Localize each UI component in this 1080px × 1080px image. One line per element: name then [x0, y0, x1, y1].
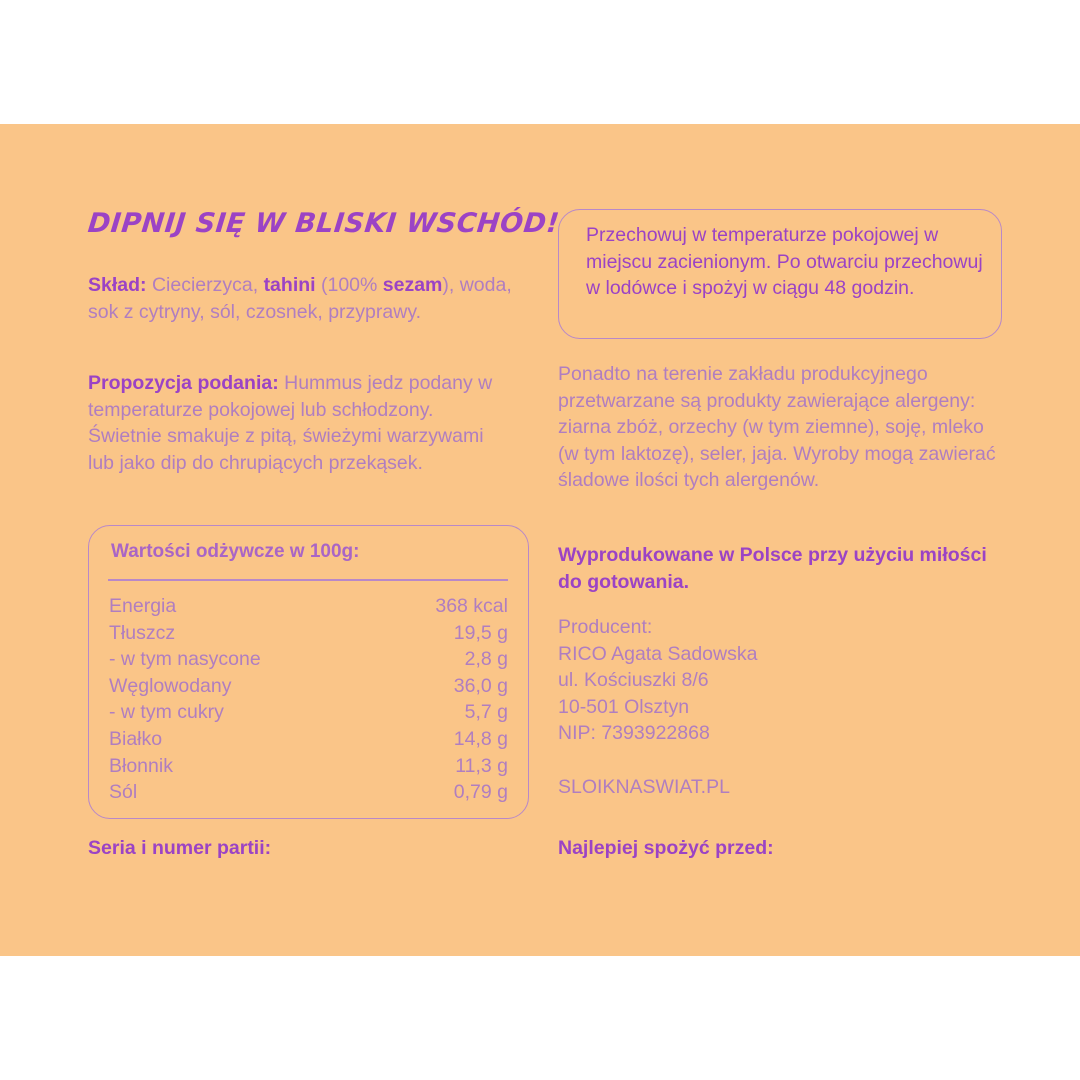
- serving-label: Propozycja podania:: [88, 372, 279, 394]
- nutrient-name: Białko: [109, 727, 163, 750]
- nutrient-value: 19,5 g: [453, 621, 508, 644]
- nutrient-name: - w tym nasycone: [109, 648, 261, 671]
- nutrition-row: [109, 779, 508, 806]
- ingredients-label: Skład:: [88, 274, 147, 296]
- producer-label: Producent:: [558, 616, 653, 638]
- nutrition-row: [109, 673, 508, 700]
- ingredients-part-3: ), woda, sok z cytryny, sól, czosnek, przyprawy.: [88, 274, 512, 323]
- nutrient-value: 14,8 g: [453, 727, 508, 750]
- nutrition-title: Wartości odżywcze w 100g:: [111, 541, 360, 562]
- nutrition-row: [109, 753, 508, 780]
- nutrient-name: Błonnik: [109, 754, 173, 777]
- nutrition-row: [109, 620, 508, 647]
- ingredient-sesame: sezam: [382, 274, 443, 296]
- nutrient-name: - w tym cukry: [109, 701, 224, 724]
- producer-street: ul. Kościuszki 8/6: [558, 669, 709, 691]
- serving-suggestion: [88, 370, 498, 476]
- nutrient-value: 5,7 g: [464, 701, 508, 724]
- batch-number-label: Seria i numer partii:: [88, 837, 272, 859]
- nutrition-row: [109, 699, 508, 726]
- nutrition-table: [109, 593, 508, 806]
- nutrition-row: [109, 646, 508, 673]
- nutrient-value: 36,0 g: [453, 674, 508, 697]
- nutrient-value: 368 kcal: [435, 595, 508, 617]
- allergen-notice: Ponadto na terenie zakładu produkcyjnego przetwarzane są produkty zawierające alergeny: ziarna zbóż, orzechy (w tym ziemne), soję, mleko (w tym laktozę), seler, jaja. Wyroby mogą zawierać śladowe ilości tych alergenów.: [558, 363, 996, 491]
- best-before-label: Najlepiej spożyć przed:: [558, 837, 774, 859]
- storage-box: [558, 209, 1002, 339]
- label-headline: DIPNIJ SIĘ W BLISKI WSCHÓD!: [86, 208, 561, 239]
- website: SLOIKNASWIAT.PL: [558, 776, 730, 798]
- nutrient-name: Węglowodany: [109, 674, 232, 697]
- ingredients-text: [88, 272, 518, 325]
- nutrition-divider: [108, 579, 508, 581]
- nutrition-row: [109, 726, 508, 753]
- nutrient-name: Tłuszcz: [109, 621, 176, 644]
- ingredient-tahini: tahini: [263, 274, 316, 296]
- nutrient-value: 11,3 g: [455, 754, 508, 777]
- producer-nip: NIP: 7393922868: [558, 722, 710, 744]
- nutrient-value: 0,79 g: [453, 781, 508, 804]
- nutrient-value: 2,8 g: [464, 648, 508, 671]
- made-in-poland: Wyprodukowane w Polsce przy użyciu miłości do gotowania.: [558, 544, 987, 593]
- producer-city: 10-501 Olsztyn: [558, 696, 690, 718]
- nutrition-box: [88, 525, 529, 819]
- ingredients-part-2: (100%: [315, 274, 383, 296]
- producer-name: RICO Agata Sadowska: [558, 643, 758, 665]
- ingredients-part-1: Ciecierzyca,: [146, 274, 264, 296]
- nutrient-name: Energia: [109, 595, 177, 617]
- serving-text: Hummus jedz podany w temperaturze pokojowej lub schłodzony. Świetnie smakuje z pitą, świeżymi warzywami lub jako dip do chrupiących przekąsek.: [88, 372, 493, 474]
- nutrition-row: [109, 593, 508, 620]
- nutrient-name: Sól: [109, 781, 138, 804]
- storage-text: Przechowuj w temperaturze pokojowej w miejscu zacienionym. Po otwarciu przechowuj w lodówce i spożyj w ciągu 48 godzin.: [586, 224, 983, 299]
